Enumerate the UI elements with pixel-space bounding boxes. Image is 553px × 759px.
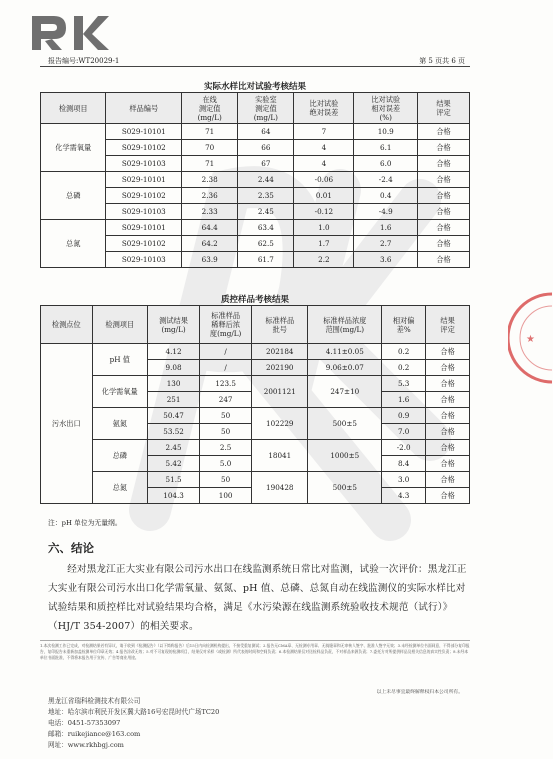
svg-text:★: ★ bbox=[526, 334, 535, 345]
table2-deviation-cell: 4.3 bbox=[382, 488, 426, 504]
table1-cell: 合格 bbox=[418, 172, 470, 188]
table2-result-cell: 5.42 bbox=[148, 456, 200, 472]
table2-result-cell: 104.3 bbox=[148, 488, 200, 504]
table1-header-cell: 实验室 测定值 (mg/L) bbox=[238, 93, 294, 124]
table2-diluted-cell: 100 bbox=[200, 488, 252, 504]
table2-eval-cell: 合格 bbox=[426, 424, 470, 440]
conclusion-text: 经对黑龙江正大实业有限公司污水出口在线监测系统日常比对监测，试验一次评价：黑龙江正大实业有限公司污水出口化学需氧量、氨氮、pH 值、总磷、总氮自动在线监测仪的实际水样比对试验结果和质控样比对试验结果均合格，满足《水污染源在线监测系统验收技术规范（试行）》（HJ/T 354-2007）的相关要求。 bbox=[48, 564, 467, 632]
table-row bbox=[41, 440, 470, 456]
table2-range-cell: 500±5 bbox=[308, 408, 382, 440]
footer-web[interactable]: 网址：www.rkhbgj.com bbox=[48, 741, 124, 749]
table1-header-cell: 检测项目 bbox=[41, 93, 106, 124]
table1-cell: 2.7 bbox=[354, 236, 418, 252]
table2-diluted-cell: 50 bbox=[200, 408, 252, 424]
table1-cell: 2.36 bbox=[182, 188, 238, 204]
table2-header-cell: 标准样品 稀释后浓 度(mg/L) bbox=[200, 306, 252, 344]
table2-result-cell: 130 bbox=[148, 376, 200, 392]
table2-diluted-cell: 247 bbox=[200, 392, 252, 408]
table2-eval-cell: 合格 bbox=[426, 456, 470, 472]
table2-title: 质控样品考核结果 bbox=[220, 295, 289, 305]
conclusion-heading: 六、结论 bbox=[48, 541, 94, 555]
table2-diluted-cell: 50 bbox=[200, 424, 252, 440]
sample-comparison-table bbox=[40, 92, 470, 268]
qc-sample-table bbox=[40, 305, 470, 504]
table1-cell: S029-10103 bbox=[106, 252, 182, 268]
table2-header-cell: 标准样品 批号 bbox=[252, 306, 308, 344]
end-note: 以上未尽事宜最终解释权归本公司所有。 bbox=[376, 690, 463, 695]
table1-cell: -4.9 bbox=[354, 204, 418, 220]
table2-header-cell: 相对偏 差% bbox=[382, 306, 426, 344]
table1-header-cell: 在线 测定值 (mg/L) bbox=[182, 93, 238, 124]
table2-result-cell: 2.45 bbox=[148, 440, 200, 456]
table2-eval-cell: 合格 bbox=[426, 344, 470, 360]
footer bbox=[48, 696, 219, 751]
table1-cell: 0.01 bbox=[294, 188, 354, 204]
table2-deviation-cell: 3.0 bbox=[382, 472, 426, 488]
table2-diluted-cell: 5.0 bbox=[200, 456, 252, 472]
table2-range-cell: 9.06±0.07 bbox=[308, 360, 382, 376]
table1-cell: S029-10103 bbox=[106, 204, 182, 220]
table2-header-cell: 测试结果 (mg/L) bbox=[148, 306, 200, 344]
header-divider bbox=[40, 66, 470, 67]
table-note: 注：pH 单位为无量纲。 bbox=[48, 519, 122, 527]
table1-header-cell: 比对试验 绝对误差 bbox=[294, 93, 354, 124]
table1-cell: S029-10102 bbox=[106, 140, 182, 156]
table1-header-row bbox=[41, 93, 470, 124]
table1-cell: S029-10101 bbox=[106, 220, 182, 236]
table1-cell: 合格 bbox=[418, 140, 470, 156]
table2-deviation-cell: 7.0 bbox=[382, 424, 426, 440]
table2-item-cell: 总磷 bbox=[92, 440, 148, 472]
table1-cell: 4 bbox=[294, 156, 354, 172]
table2-deviation-cell: 1.6 bbox=[382, 392, 426, 408]
table1-cell: 合格 bbox=[418, 124, 470, 140]
table2-deviation-cell: 0.9 bbox=[382, 408, 426, 424]
table1-cell: 1.6 bbox=[354, 220, 418, 236]
table2-result-cell: 9.08 bbox=[148, 360, 200, 376]
table2-batch-cell: 18041 bbox=[252, 440, 308, 472]
table1-cell: 合格 bbox=[418, 236, 470, 252]
table1-cell: -2.4 bbox=[354, 172, 418, 188]
table2-eval-cell: 合格 bbox=[426, 440, 470, 456]
table-row bbox=[41, 408, 470, 424]
table2-eval-cell: 合格 bbox=[426, 360, 470, 376]
table2-range-cell: 500±5 bbox=[308, 472, 382, 504]
table1-cell: 6.0 bbox=[354, 156, 418, 172]
table-row bbox=[41, 124, 470, 140]
table1-cell: 0.4 bbox=[354, 188, 418, 204]
table-row bbox=[41, 472, 470, 488]
table1-cell: S029-10102 bbox=[106, 188, 182, 204]
table2-result-cell: 53.52 bbox=[148, 424, 200, 440]
table-row bbox=[41, 376, 470, 392]
footer-address: 地址：哈尔滨市利民开发区冀大路16号宏昆时代广场TC20 bbox=[48, 708, 220, 716]
table2-location-cell: 污水出口 bbox=[41, 344, 93, 504]
table2-result-cell: 51.5 bbox=[148, 472, 200, 488]
table1-cell: S029-10102 bbox=[106, 236, 182, 252]
table1-cell: S029-10103 bbox=[106, 156, 182, 172]
rk-logo-icon bbox=[30, 12, 110, 54]
table2-range-cell: 1000±5 bbox=[308, 440, 382, 472]
table2-deviation-cell: 0.2 bbox=[382, 344, 426, 360]
table1-cell: 64.4 bbox=[182, 220, 238, 236]
table1-cell: 67 bbox=[238, 156, 294, 172]
table1-cell: 2.38 bbox=[182, 172, 238, 188]
table-row bbox=[41, 172, 470, 188]
table2-item-cell: 总氮 bbox=[92, 472, 148, 504]
table1-cell: S029-10101 bbox=[106, 172, 182, 188]
table2-header-cell: 检测点位 bbox=[41, 306, 93, 344]
footer-phone: 电话：0451-57353097 bbox=[48, 719, 121, 727]
table1-cell: 合格 bbox=[418, 156, 470, 172]
table2-diluted-cell: 2.5 bbox=[200, 440, 252, 456]
page-info: 第 5 页共 6 页 bbox=[419, 57, 465, 65]
table2-header-cell: 标准样品浓度 范围(mg/L) bbox=[308, 306, 382, 344]
table1-item-cell: 化学需氧量 bbox=[41, 124, 106, 172]
table1-cell: 64 bbox=[238, 124, 294, 140]
fine-print-divider bbox=[40, 640, 470, 641]
table2-item-cell: 氨氮 bbox=[92, 408, 148, 440]
table2-batch-cell: 202190 bbox=[252, 360, 308, 376]
footer-company: 黑龙江省瑞科检测技术有限公司 bbox=[48, 697, 141, 705]
table2-result-cell: 4.12 bbox=[148, 344, 200, 360]
table2-eval-cell: 合格 bbox=[426, 392, 470, 408]
table1-cell: 10.9 bbox=[354, 124, 418, 140]
table1-cell: 6.1 bbox=[354, 140, 418, 156]
table1-cell: 71 bbox=[182, 156, 238, 172]
table1-cell: 1.0 bbox=[294, 220, 354, 236]
table1-item-cell: 总磷 bbox=[41, 172, 106, 220]
table2-batch-cell: 102229 bbox=[252, 408, 308, 440]
report-number: 报告编号:WT20029-1 bbox=[48, 57, 120, 65]
table2-item-cell: 化学需氧量 bbox=[92, 376, 148, 408]
table1-cell: -0.06 bbox=[294, 172, 354, 188]
table1-cell: 66 bbox=[238, 140, 294, 156]
table1-cell: 2.2 bbox=[294, 252, 354, 268]
table1-cell: 2.45 bbox=[238, 204, 294, 220]
table1-cell: 3.6 bbox=[354, 252, 418, 268]
table2-eval-cell: 合格 bbox=[426, 408, 470, 424]
table1-cell: 2.33 bbox=[182, 204, 238, 220]
table2-deviation-cell: 0.2 bbox=[382, 360, 426, 376]
table1-cell: 1.7 bbox=[294, 236, 354, 252]
table2-item-cell: pH 值 bbox=[92, 344, 148, 376]
table1-cell: 62.5 bbox=[238, 236, 294, 252]
table1-cell: 63.4 bbox=[238, 220, 294, 236]
table1-cell: -0.12 bbox=[294, 204, 354, 220]
table1-cell: 4 bbox=[294, 140, 354, 156]
table1-cell: 2.44 bbox=[238, 172, 294, 188]
table2-eval-cell: 合格 bbox=[426, 472, 470, 488]
table2-header-row bbox=[41, 306, 470, 344]
table1-title: 实际水样比对试验考核结果 bbox=[203, 82, 306, 92]
table-row bbox=[41, 220, 470, 236]
table1-header-cell: 结果 评定 bbox=[418, 93, 470, 124]
table2-diluted-cell: 50 bbox=[200, 472, 252, 488]
footer-email[interactable]: 邮箱：ruikejiance@163.com bbox=[48, 730, 141, 738]
table2-eval-cell: 合格 bbox=[426, 376, 470, 392]
table1-item-cell: 总氮 bbox=[41, 220, 106, 268]
table1-cell: 7 bbox=[294, 124, 354, 140]
table2-batch-cell: 2001121 bbox=[252, 376, 308, 408]
table2-result-cell: 251 bbox=[148, 392, 200, 408]
table2-diluted-cell: / bbox=[200, 360, 252, 376]
fine-print: 1.本次检测工作已完成，对检测结果若有异议，请于收到《检测报告》（以下简称报告）后15日内向检测机构提出，不接受重复测试；2.报告无CMA章、无检测专用章、无骑缝章和无审核人签字、批准人签字无效；3.未经检测单位书面同意，不得部分复印报告，复印报告未重新加盖检测单位印章无效；4.报告涂改无效；5.对不可复现的检测项目，结果仅对采样（或检测）所代表的时间和空间负责；6.本检测结果仅对送检样品负责，不对样品来源负责；7.委托方对所提供样品及相关信息的真实性负责；8.未经本单位书面批准，不得将本报告用于宣传、广告等商业用途。 bbox=[40, 643, 470, 661]
table2-batch-cell: 190428 bbox=[252, 472, 308, 504]
table2-header-cell: 检测项目 bbox=[92, 306, 148, 344]
table2-deviation-cell: 5.3 bbox=[382, 376, 426, 392]
table2-result-cell: 50.47 bbox=[148, 408, 200, 424]
table1-cell: 61.7 bbox=[238, 252, 294, 268]
table2-header-cell: 结果 评定 bbox=[426, 306, 470, 344]
table1-cell: 70 bbox=[182, 140, 238, 156]
table2-batch-cell: 202184 bbox=[252, 344, 308, 360]
table2-diluted-cell: / bbox=[200, 344, 252, 360]
table1-cell: 2.35 bbox=[238, 188, 294, 204]
table1-cell: 63.9 bbox=[182, 252, 238, 268]
table1-cell: 合格 bbox=[418, 204, 470, 220]
table2-deviation-cell: -2.0 bbox=[382, 440, 426, 456]
table2-range-cell: 4.11±0.05 bbox=[308, 344, 382, 360]
table1-header-cell: 比对试验 相对误差 (%) bbox=[354, 93, 418, 124]
table1-cell: 合格 bbox=[418, 252, 470, 268]
table2-deviation-cell: 8.4 bbox=[382, 456, 426, 472]
table2-range-cell: 247±10 bbox=[308, 376, 382, 408]
table1-cell: 71 bbox=[182, 124, 238, 140]
table1-cell: 合格 bbox=[418, 220, 470, 236]
table1-cell: S029-10101 bbox=[106, 124, 182, 140]
table1-cell: 合格 bbox=[418, 188, 470, 204]
table2-diluted-cell: 123.5 bbox=[200, 376, 252, 392]
table1-cell: 64.2 bbox=[182, 236, 238, 252]
table2-eval-cell: 合格 bbox=[426, 488, 470, 504]
table-row bbox=[41, 344, 470, 360]
table1-header-cell: 样品编号 bbox=[106, 93, 182, 124]
inspection-stamp-icon bbox=[508, 290, 552, 386]
